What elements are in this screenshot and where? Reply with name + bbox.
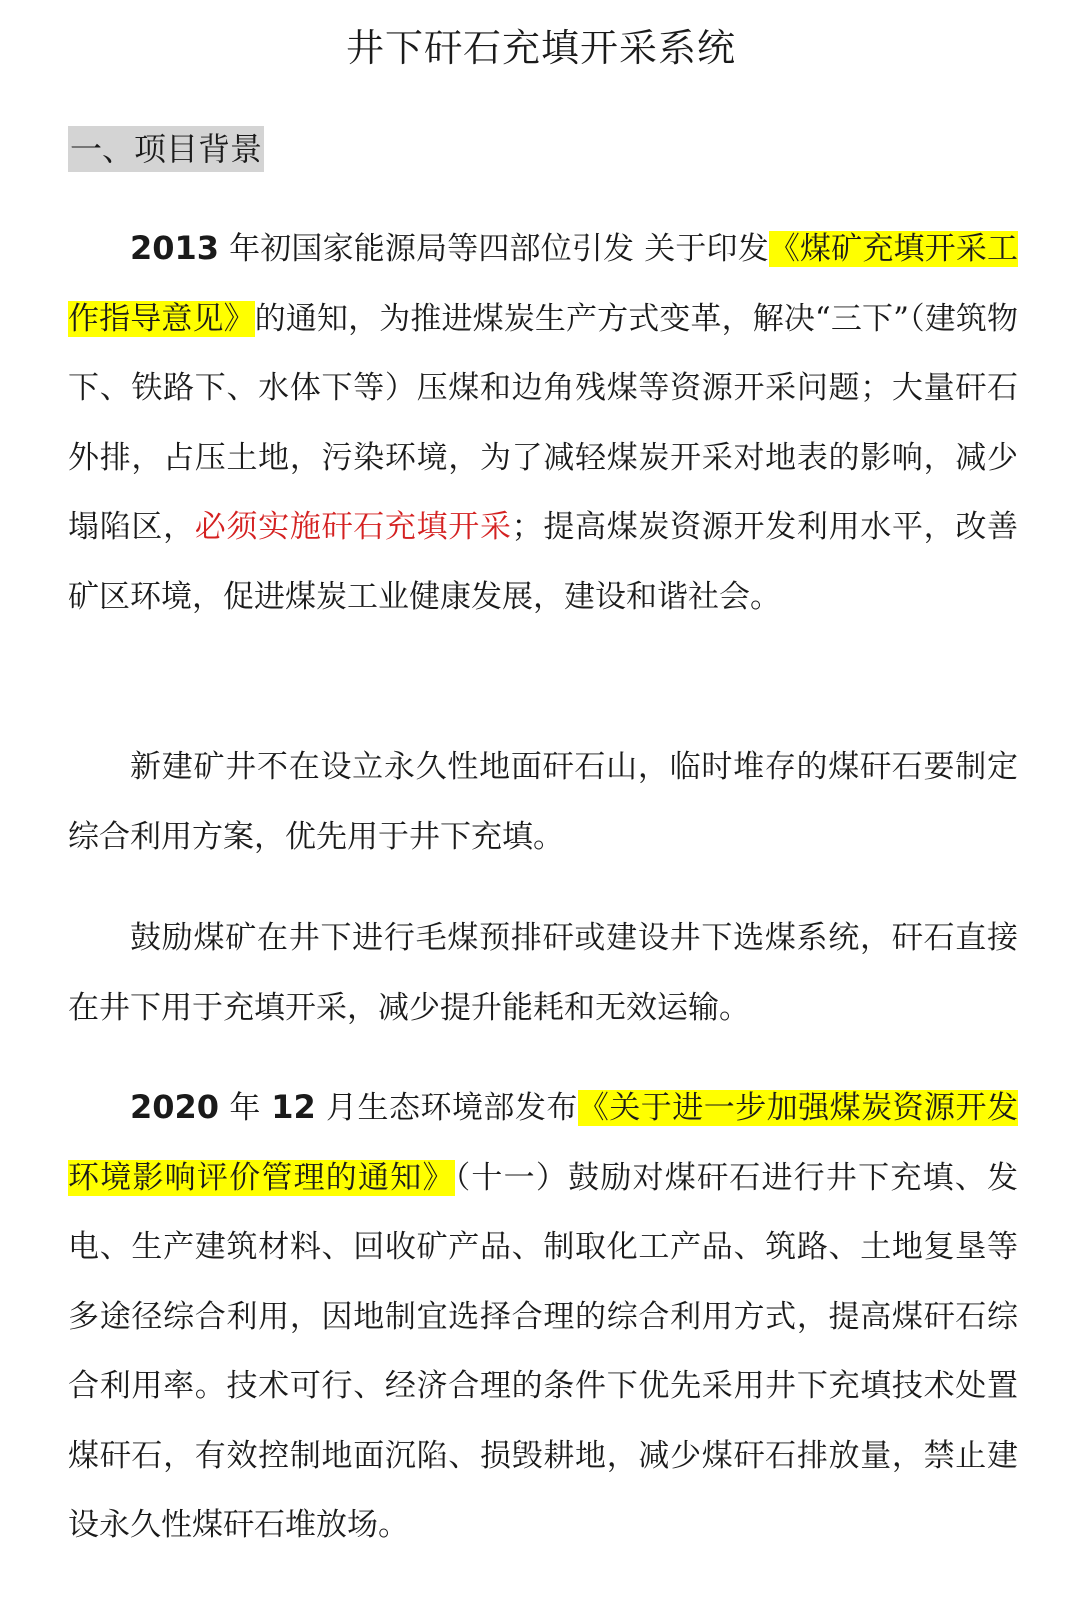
paragraph-underground-sorting: 鼓励煤矿在井下进行毛煤预排矸或建设井下选煤系统，矸石直接在井下用于充填开采，减少提升能耗和无效运输。 (68, 920, 1018, 1026)
paragraph-text: 年初国家能源局等四部位引发 关于印发 (219, 231, 769, 267)
paragraph-2020-notice (68, 1073, 1018, 1561)
red-emphasis-text: 必须实施矸石充填开采 (194, 509, 512, 545)
paragraph-text: ；提高煤炭资源开发利用水平，改善矿区环境，促进煤炭工业健康发展，建设和谐社会。 (68, 509, 1019, 615)
month-12: 12 (271, 1088, 316, 1126)
year-2013: 2013 (130, 229, 220, 267)
paragraph-text: 年 (219, 1090, 272, 1126)
highlighted-document-title: 《煤矿充填开采工作指导意见》 (68, 231, 1018, 337)
paragraph-text: （十一）鼓励对煤矸石进行井下充填、发电、生产建筑材料、回收矿产品、制取化工产品、筑路、土地复垦等多途径综合利用，因地制宜选择合理的综合利用方式，提高煤矸石综合利用率。技术可行、经济合理的条件下优先采用井下充填技术处置煤矸石，有效控制地面沉陷、损毁耕地，减少煤矸石排放量，禁止建设永久性煤矸石堆放场。 (68, 1159, 1019, 1543)
highlighted-notice-title: 《关于进一步加强煤炭资源开发环境影响评价管理的通知》 (68, 1090, 1019, 1196)
paragraph-text: 的通知，为推进煤炭生产方式变革，解决“三下”（建筑物下、铁路下、水体下等）压煤和边角残煤等资源开采问题；大量矸石外排，占压土地，污染环境，为了减轻煤炭开采对地表的影响，减少塌陷区， (68, 300, 1018, 545)
section-heading: 一、项目背景 (68, 126, 264, 172)
year-2020: 2020 (130, 1088, 220, 1126)
paragraph-text: 月生态环境部发布 (315, 1090, 578, 1126)
paragraph-new-mines: 新建矿井不在设立永久性地面矸石山，临时堆存的煤矸石要制定综合利用方案，优先用于井下充填。 (68, 749, 1018, 855)
document-title: 井下矸石充填开采系统 (345, 26, 736, 70)
paragraph-2013-guidance (68, 214, 1018, 632)
